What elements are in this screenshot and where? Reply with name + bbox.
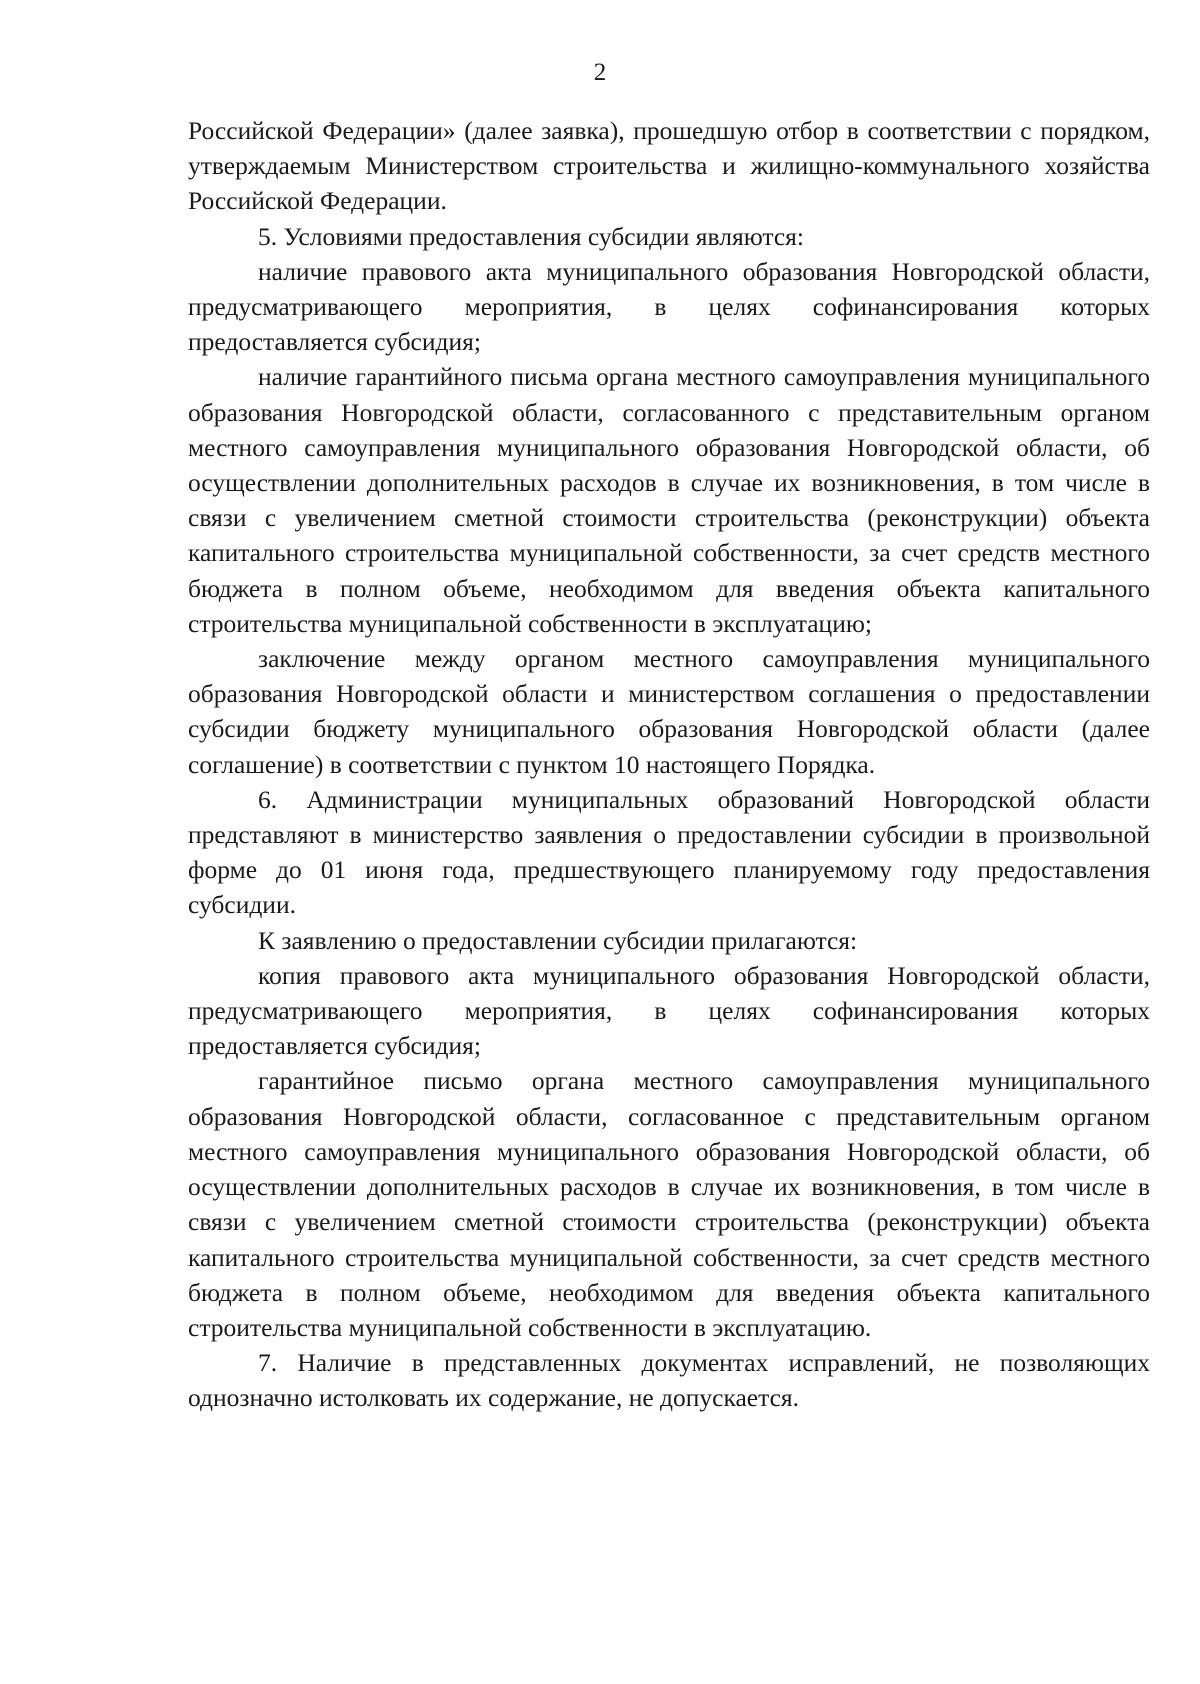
document-body [188, 113, 1150, 1416]
paragraph-condition-legal-act: наличие правового акта муниципального образования Новгородской области, предусматривающего мероприятия, в целях софинансирования которых предоставляется субсидия; [188, 256, 1150, 357]
paragraph-attachment-guarantee-letter: гарантийное письмо органа местного самоуправления муниципального образования Новгородской области, согласованное с представительным органом местного самоуправления муниципального образования Новгородской области, об осуществлении дополнительных расходов в случае их возникновения, в том числе в связи с увеличением сметной стоимости строительства (реконструкции) объекта капитального строительства муниципальной собственности, за счет средств местного бюджета в полном объеме, необходимом для введения объекта капитального строительства муниципальной собственности в эксплуатацию. [188, 1066, 1150, 1342]
paragraph-clause-7: 7. Наличие в представленных документах исправлений, не позволяющих однозначно истолковать их содержание, не допускается. [188, 1348, 1150, 1413]
paragraph-attachments-intro: К заявлению о предоставлении субсидии прилагаются: [258, 925, 858, 955]
paragraph-attachment-legal-act-copy: копия правового акта муниципального образования Новгородской области, предусматривающего мероприятия, в целях софинансирования которых предоставляется субсидия; [188, 960, 1150, 1061]
paragraph-condition-agreement: заключение между органом местного самоуправления муниципального образования Новгородской области и министерством соглашения о предоставлении субсидии бюджету муниципального образования Новгородской области (далее соглашение) в соответствии с пунктом 10 настоящего Порядка. [188, 644, 1150, 779]
paragraph-condition-guarantee-letter: наличие гарантийного письма органа местного самоуправления муниципального образования Новгородской области, согласованного с представительным органом местного самоуправления муниципального образования Новгородской области, об осуществлении дополнительных расходов в случае их возникновения, в том числе в связи с увеличением сметной стоимости строительства (реконструкции) объекта капитального строительства муниципальной собственности, за счет средств местного бюджета в полном объеме, необходимом для введения объекта капитального строительства муниципальной собственности в эксплуатацию; [188, 362, 1150, 638]
paragraph-clause-5: 5. Условиями предоставления субсидии являются: [258, 221, 804, 251]
paragraph-continuation: Российской Федерации» (далее заявка), прошедшую отбор в соответствии с порядком, утверждаемым Министерством строительства и жилищно-коммунального хозяйства Российской Федерации. [188, 116, 1150, 216]
page-number: 2 [593, 59, 607, 86]
paragraph-clause-6: 6. Администрации муниципальных образований Новгородской области представляют в министерство заявления о предоставлении субсидии в произвольной форме до 01 июня года, предшествующего планируемому году предоставления субсидии. [188, 784, 1150, 920]
